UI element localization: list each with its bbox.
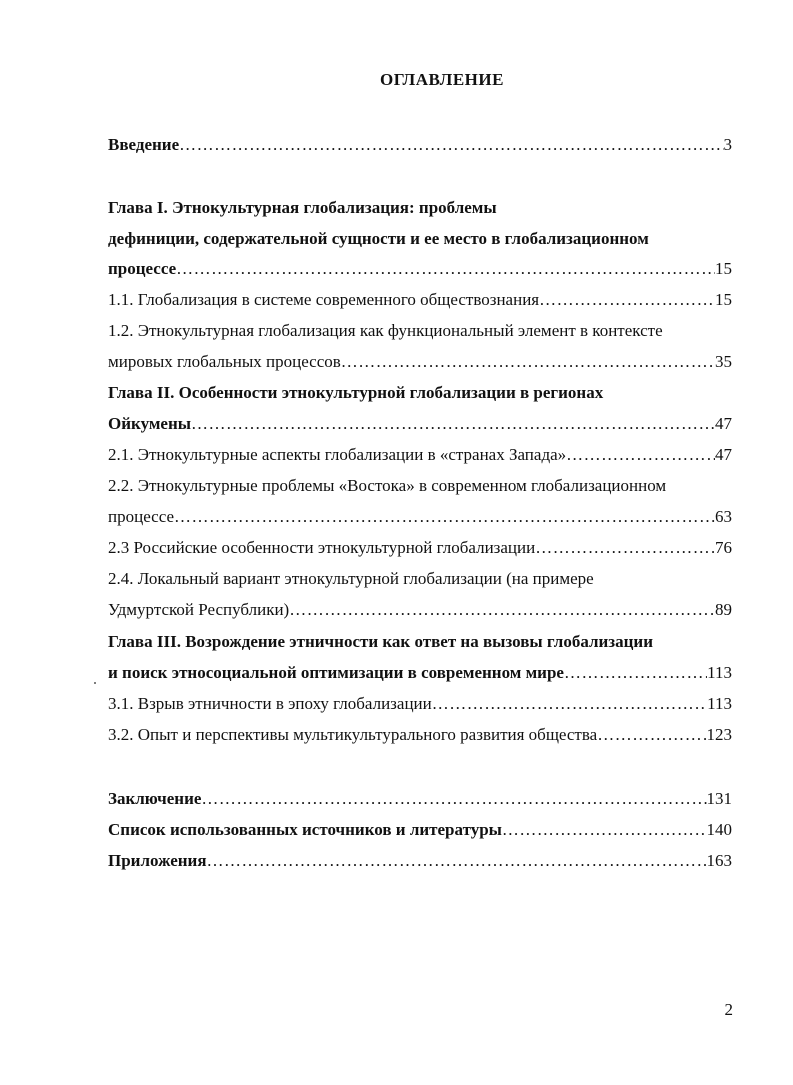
entry-text: Глава II. Особенности этнокультурной глобализации в регионах: [108, 383, 604, 402]
entry-page: 47: [715, 445, 732, 464]
entry-text: Ойкумены: [108, 414, 192, 433]
entry-page: 131: [706, 789, 732, 808]
leader-dots: [289, 599, 715, 621]
page-number: 2: [724, 1000, 733, 1019]
toc-entry-chapter-1-line-1: [108, 197, 732, 219]
toc-entry-introduction: [108, 134, 732, 156]
entry-text: 2.2. Этнокультурные проблемы «Востока» в современном глобализационном: [108, 476, 667, 495]
entry-text: дефиниции, содержательной сущности и ее место в глобализационном: [108, 229, 649, 248]
entry-text: мировых глобальных процессов: [108, 352, 341, 371]
entry-text: Глава I. Этнокультурная глобализация: проблемы: [108, 198, 497, 217]
entry-text: Приложения: [108, 851, 207, 870]
toc-entry-section-2-4-line-1: [108, 568, 732, 590]
toc-entry-chapter-3-line-2: [108, 662, 732, 684]
entry-page: 89: [715, 600, 732, 619]
leader-dots: [341, 351, 715, 373]
leader-dots: [539, 289, 715, 311]
toc-entry-section-2-2-line-1: [108, 475, 732, 497]
entry-text: процессе: [108, 259, 177, 278]
leader-dots: [201, 788, 706, 810]
entry-text: Глава III. Возрождение этничности как ответ на вызовы глобализации: [108, 632, 654, 651]
leader-dots: [191, 413, 715, 435]
entry-text: 2.4. Локальный вариант этнокультурной глобализации (на примере: [108, 569, 594, 588]
toc-entry-chapter-2-line-2: [108, 413, 732, 435]
entry-text: 3.1. Взрыв этничности в эпоху глобализации: [108, 694, 432, 713]
toc-entry-section-1-2-line-2: [108, 351, 732, 373]
entry-text: 2.1. Этнокультурные аспекты глобализации в «странах Запада»: [108, 445, 567, 464]
toc-entry-appendix: [108, 850, 732, 872]
toc-entry-section-3-1: [108, 693, 732, 715]
leader-dots: [566, 444, 715, 466]
toc-entry-section-2-2-line-2: [108, 506, 732, 528]
entry-page: 163: [706, 851, 732, 870]
entry-page: 76: [715, 538, 732, 557]
entry-text: Список использованных источников и литературы: [108, 820, 502, 839]
toc-entry-sources: [108, 819, 732, 841]
scan-speck: [94, 682, 96, 684]
entry-text: 2.3 Российские особенности этнокультурной глобализации: [108, 538, 536, 557]
leader-dots: [207, 850, 707, 872]
entry-text: Введение: [108, 135, 180, 154]
toc-entry-section-2-3: [108, 537, 732, 559]
entry-page: 123: [706, 725, 732, 744]
toc-entry-chapter-1-line-2: [108, 228, 732, 250]
leader-dots: [535, 537, 715, 559]
entry-text: 1.1. Глобализация в системе современного обществознания: [108, 290, 540, 309]
entry-page: 35: [715, 352, 732, 371]
entry-text: процессе: [108, 507, 175, 526]
entry-text: Удмуртской Республики): [108, 600, 290, 619]
toc-entry-chapter-2-line-1: [108, 382, 732, 404]
leader-dots: [176, 258, 715, 280]
leader-dots: [502, 819, 707, 841]
leader-dots: [179, 134, 723, 156]
leader-dots: [564, 662, 707, 684]
entry-page: 3: [723, 135, 732, 154]
toc-title: ОГЛАВЛЕНИЕ: [380, 70, 504, 89]
entry-page: 113: [707, 694, 732, 713]
toc-entry-chapter-1-line-3: [108, 258, 732, 280]
entry-page: 63: [715, 507, 732, 526]
entry-text: 3.2. Опыт и перспективы мультикультурального развития общества: [108, 725, 598, 744]
toc-entry-section-2-4-line-2: [108, 599, 732, 621]
entry-text: 1.2. Этнокультурная глобализация как функциональный элемент в контексте: [108, 321, 663, 340]
leader-dots: [432, 693, 707, 715]
entry-page: 15: [715, 290, 732, 309]
leader-dots: [597, 724, 706, 746]
toc-entry-section-2-1: [108, 444, 732, 466]
entry-page: 15: [715, 259, 732, 278]
toc-entry-chapter-3-line-1: [108, 631, 732, 653]
entry-page: 47: [715, 414, 732, 433]
entry-page: 140: [706, 820, 732, 839]
entry-text: Заключение: [108, 789, 202, 808]
entry-page: 113: [707, 663, 732, 682]
toc-entry-section-1-1: [108, 289, 732, 311]
leader-dots: [174, 506, 715, 528]
entry-text: и поиск этносоциальной оптимизации в современном мире: [108, 663, 564, 682]
toc-entry-section-1-2-line-1: [108, 320, 732, 342]
toc-entry-section-3-2: [108, 724, 732, 746]
toc-entry-conclusion: [108, 788, 732, 810]
